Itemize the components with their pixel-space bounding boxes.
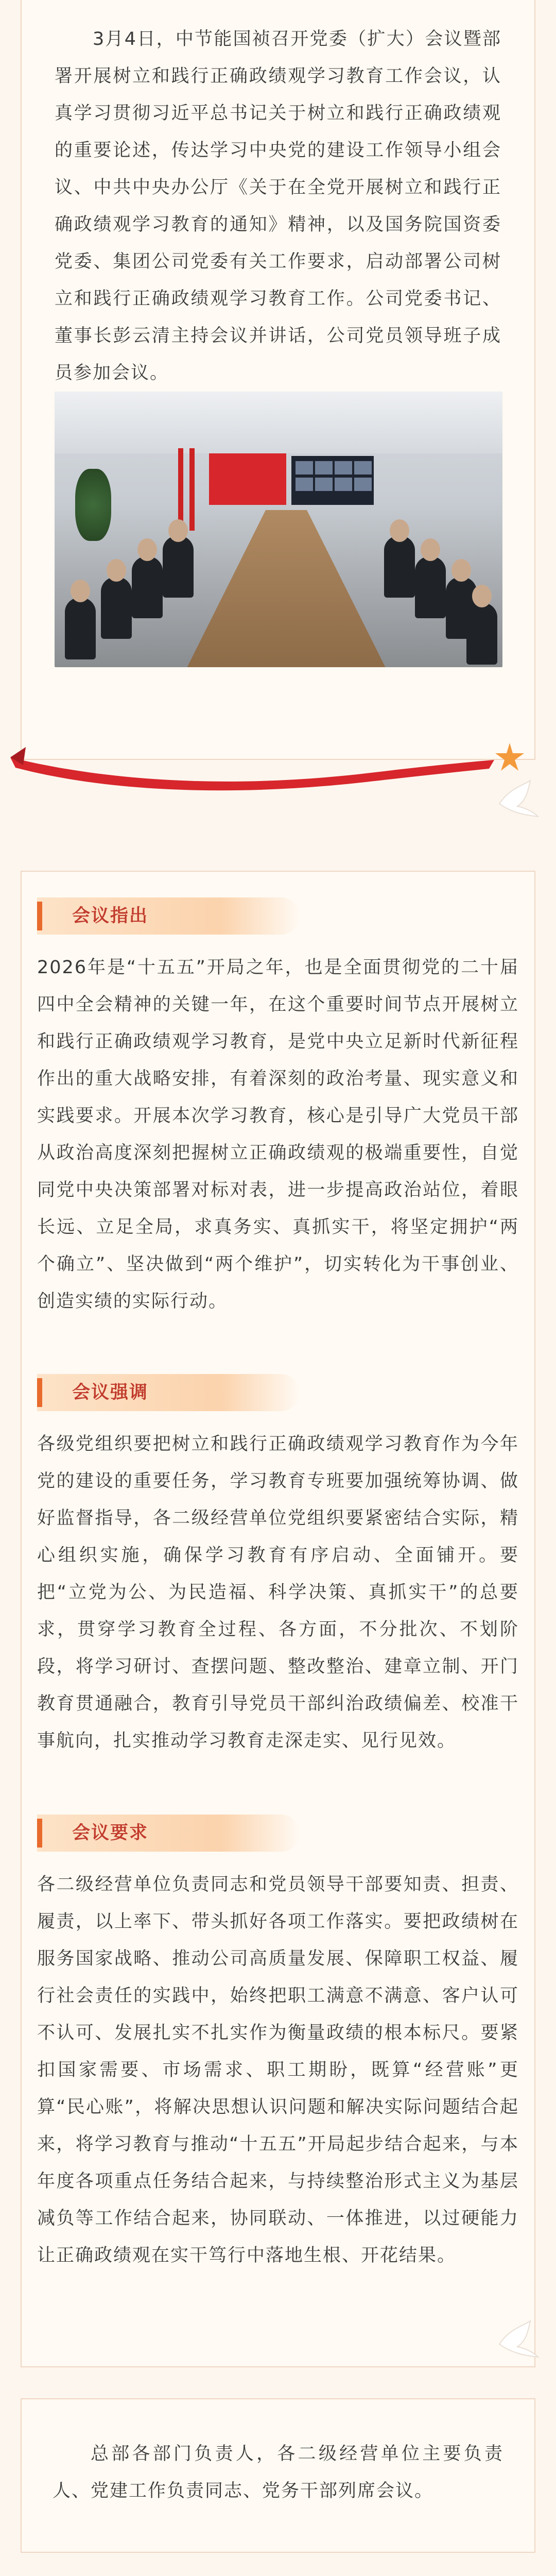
meeting-banner-screen [209,453,286,505]
attendees-paragraph: 总部各部门负责人，各二级经营单位主要负责人、党建工作负责同志、党务干部列席会议。 [53,2444,503,2501]
meeting-photo [55,392,502,667]
video-conference-screen [291,456,374,505]
section-heading-text: 会议指出 [72,906,149,926]
section-body: 2026年是“十五五”开局之年，也是全面贯彻党的二十届四中全会精神的关键一年，在这个重要时间节点开展树立和践行正确政绩观学习教育，是党中央立足新时代新征程作出的重大战略安排，有着深刻的政治考量、现实意义和实践要求。开展本次学习教育，核心是引导广大党员干部从政治高度深刻把握树立正确政绩观的极端重要性，自觉同党中央决策部署对标对表，进一步提高政治站位，着眼长远、立足全局，求真务实、真抓实干，将坚定拥护“两个确立”、坚决做到“两个维护”，切实转化为干事创业、创造实绩的实际行动。 [37,957,519,1312]
section-heading [37,1374,300,1411]
intro-paragraph: 3月4日，中节能国祯召开党委（扩大）会议暨部署开展树立和践行正确政绩观学习教育工作会议，认真学习贯彻习近平总书记关于树立和践行正确政绩观的重要论述，传达学习中央党的建设工作领导小组会议、中共中央办公厅《关于在全党开展树立和践行正确政绩观学习教育的通知》精神，以及国务院国资委党委、集团公司党委有关工作要求，启动部署公司树立和践行正确政绩观学习教育工作。公司党委书记、董事长彭云清主持会议并讲话，公司党员领导班子成员参加会议。 [55,29,501,383]
dove-icon [494,2318,541,2360]
section-heading [37,1815,300,1852]
dove-icon [494,778,541,819]
section-heading-text: 会议要求 [72,1823,149,1843]
section-heading-text: 会议强调 [72,1382,149,1403]
content-card [21,871,535,2367]
section-body: 各二级经营单位负责同志和党员领导干部要知责、担责、履责，以上率下、带头抓好各项工作落实。要把政绩树在服务国家战略、推动公司高质量发展、保障职工权益、履行社会责任的实践中，始终把职工满意不满意、客户认可不认可、发展扎实不扎实作为衡量政绩的根本标尺。要紧扣国家需要、市场需求、职工期盼，既算“经营账”更算“民心账”，将解决思想认识问题和解决实际问题结合起来，将学习教育与推动“十五五”开局起步结合起来，与本年度各项重点任务结合起来，与持续整治形式主义为基层减负等工作结合起来，协同联动、一体推进，以过硬能力让正确政绩观在实干笃行中落地生根、开花结果。 [37,1874,519,2266]
star-icon [494,742,525,773]
ribbon-decoration [10,737,515,793]
intro-card [21,0,535,760]
section-heading [37,897,300,935]
section-body: 各级党组织要把树立和践行正确政绩观学习教育作为今年党的建设的重要任务，学习教育专班要加强统筹协调、做好监督指导，各二级经营单位党组织要紧密结合实际，精心组织实施，确保学习教育有序启动、全面铺开。要把“立党为公、为民造福、科学决策、真抓实干”的总要求，贯穿学习教育全过程、各方面，不分批次、不划阶段，将学习研讨、查摆问题、整改整治、建章立制、开门教育贯通融合，教育引导党员干部纠治政绩偏差、校准干事航向，扎实推动学习教育走深走实、见行见效。 [37,1434,519,1751]
conference-table [183,510,389,667]
attendees-card [21,2398,535,2553]
plant-decoration [75,469,111,541]
